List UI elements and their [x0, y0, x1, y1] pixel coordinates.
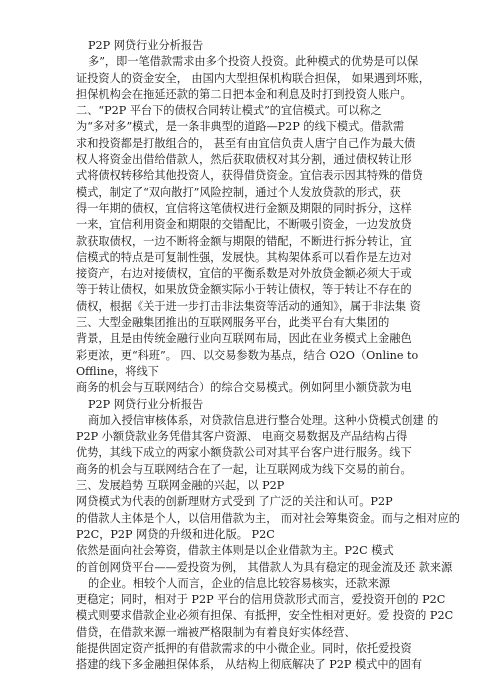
text-line: P2C，P2P 网贷的升级和进化版。 P2C [76, 527, 275, 541]
text-line: 三、大型金融集团推出的互联网服务平台，此类平台有大集团的 [76, 316, 390, 330]
text-line: 网贷模式为代表的创新理财方式受到 了广泛的关注和认可。P2P [76, 495, 393, 509]
text-line: 一来，宜信利用资金和期限的交错配比，不断吸引资金，一边发放贷 [76, 218, 412, 232]
text-line: 多”，即一笔借款需求由多个投资人投资。此种模式的优势是可以保 [88, 55, 419, 69]
text-line: 证投资人的资金安全， 由国内大型担保机构联合担保， 如果遇到坏账， [76, 71, 430, 85]
text-line: 商务的机会与互联网结合在了一起，让互联网成为线下交易的前台。 [76, 462, 412, 476]
text-line: 搭建的线下多金融担保体系， 从结构上彻底解决了 P2P 模式中的固有 [76, 658, 423, 672]
text-line: 为“多对多”模式，是一条非典型的道路—P2P 的线下模式。借款需 [76, 120, 405, 134]
text-line: 接资产，右边对接债权，宜信的平衡系数是对外放贷金额必须大于或 [76, 267, 412, 281]
text-line: 权人将资金出借给借款人，然后获取债权对其分割，通过债权转让形 [76, 153, 412, 167]
text-line: 二、“P2P 平台下的债权合同转让模式”的宜信模式。可以称之 [76, 104, 382, 118]
text-line: 优势，其线下成立的两家小额贷款公司对其平台客户进行服务。线下 [76, 446, 412, 460]
text-line: 求和投资都是打散组合的， 甚至有由宜信负责人唐宁自己作为最大债 [76, 136, 416, 150]
text-line: P2P 网贷行业分析报告 [88, 397, 204, 411]
text-line: 三、发展趋势 互联网金融的兴起，以 P2P [76, 479, 285, 493]
text-line: 商加入授信审核体系，对贷款信息进行整合处理。这种小贷模式创建 的 [88, 413, 439, 427]
text-line: 担保机构会在拖延还款的第二日把本金和利息及时打到投资人账户。 [76, 87, 412, 101]
text-line: 信模式的特点是可复制性强，发展快。其构架体系可以看作是左边对 [76, 250, 412, 264]
text-line: 背景，且是由传统金融行业向互联网布局，因此在业务模式上金融色 [76, 332, 412, 346]
text-line: 的借款人主体是个人，以信用借款为主， 而对社会筹集资金。而与之相对应的 [76, 511, 460, 525]
text-line: 商务的机会与互联网结合）的综合交易模式。例如阿里小额贷款为电 [76, 381, 412, 395]
text-line: 得一年期的债权，宜信将这笔债权进行金额及期限的同时拆分，这样 [76, 201, 412, 215]
text-line: 式将债权转移给其他投资人，获得借贷资金。宜信表示因其特殊的借贷 [76, 169, 423, 183]
text-line: 模式，制定了“双向散打”风险控制，通过个人发放贷款的形式，获 [76, 185, 401, 199]
text-line: 能提供固定资产抵押的有借款需求的中小微企业。同时，依托爱投资 [76, 641, 412, 655]
text-line: Offline，将线下 [76, 364, 159, 378]
document-body [0, 38, 500, 674]
text-line: 更稳定；同时，相对于 P2P 平台的信用贷款形式而言，爱投资开创的 P2C [76, 593, 446, 607]
text-line: 的首创网贷平台——爱投资为例， 其借款人为具有稳定的现金流及还 款来源 [76, 560, 453, 574]
text-line: 款获取债权，一边不断将金额与期限的错配，不断进行拆分转让，宜 [76, 234, 412, 248]
text-line: 的企业。相较个人而言，企业的信息比较容易核实，还款来源 [88, 576, 391, 590]
text-line: 彩更浓，更“科班”。 四、以交易参数为基点，结合 O2O（Online to [76, 348, 419, 362]
text-line: 借贷，在借款来源一端被严格限制为有着良好实体经营、 [76, 625, 356, 639]
text-line: P2P 网贷行业分析报告 [88, 39, 204, 52]
text-line: 债权，根据《关于进一步打击非法集资等活动的通知》，属于非法集 资 [76, 299, 421, 313]
text-line: P2P 小额贷款业务凭借其客户资源、 电商交易数据及产品结构占得 [76, 430, 408, 444]
text-line: 依然是面向社会筹资，借款主体则是以企业借款为主。P2C 模式 [76, 544, 394, 558]
text-line: 等于转让债权，如果放贷金额实际小于转让债权，等于转让不存在的 [76, 283, 412, 297]
text-line: 模式则要求借款企业必须有担保、有抵押，安全性相对更好。爱 投资的 P2C [76, 609, 454, 623]
